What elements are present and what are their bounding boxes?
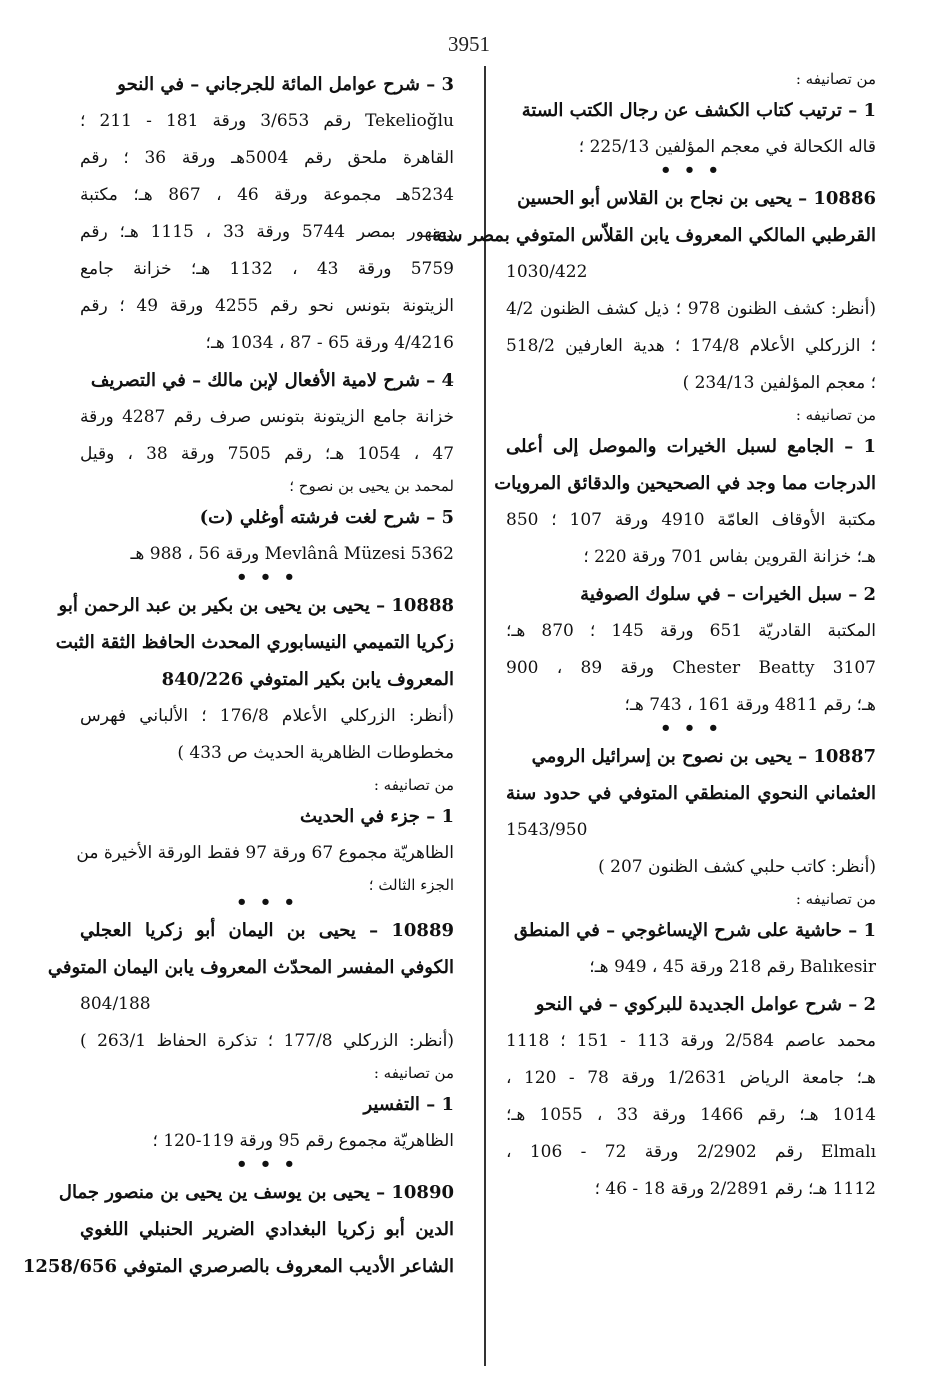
text-line: القرطبي المالكي المعروف يابن القلاّس المتوفي بمصر سنة bbox=[432, 225, 876, 246]
text-line: 5362 Mevlânâ Müzesi ورقة 56 ، 988 هـ bbox=[130, 544, 454, 564]
text-line: 1 – حاشية على شرح الإيساغوجي – في المنطق bbox=[513, 920, 876, 941]
text-line: 3 – شرح عوامل المائة للجرجاني – في النحو bbox=[117, 74, 454, 95]
text-line: من تصانيفه : bbox=[373, 776, 454, 794]
text-line: هـ؛ رقم 4811 ورقة 161 ، 743 هـ؛ bbox=[624, 695, 876, 715]
text-line: 5 – شرح لغت فرشته أوغلي (ت) bbox=[199, 507, 454, 528]
text-line: من تصانيفه : bbox=[373, 1064, 454, 1082]
text-line: 4/4216 ورقة 65 - 87 ، 1034 هـ؛ bbox=[205, 333, 454, 353]
text-line: الظاهريّة مجموع رقم 95 ورقة 119-120 ؛ bbox=[152, 1131, 454, 1151]
text-line: 1030/422 bbox=[506, 262, 588, 282]
text-line: 1 – التفسير bbox=[363, 1094, 454, 1115]
column-divider bbox=[484, 66, 486, 1366]
text-line: 5759 ورقة 43 ، 1132 هـ؛ خزانة جامع bbox=[80, 259, 454, 279]
text-line: الظاهريّة مجموع 67 ورقة 97 فقط الورقة الأخيرة من bbox=[76, 843, 454, 863]
text-line: 1 – ترتيب كتاب الكشف عن رجال الكتب الستة bbox=[521, 100, 876, 121]
text-line: (أنظر: كاتب حلبي كشف الظنون 207 ) bbox=[598, 857, 876, 877]
text-line: زكريا التميمي النيسابوري المحدث الحافظ الثقة الثبت bbox=[55, 632, 454, 653]
text-line: هـ؛ جامعة الرياض 1/2631 ورقة 78 - 120 ، bbox=[506, 1068, 876, 1088]
text-line: 1 – الجامع لسبل الخيرات والموصل إلى أعلى bbox=[506, 436, 876, 457]
text-line: 2 – سبل الخيرات – في سلوك الصوفية bbox=[580, 584, 876, 605]
text-line: 10889 – يحيى بن اليمان أبو زكريا العجلي bbox=[80, 920, 454, 941]
text-line: محمد عاصم 2/584 ورقة 113 - 151 ؛ 1118 bbox=[506, 1031, 877, 1051]
text-line: الدرجات مما وجد في الصحيحين والدقائق المرويات bbox=[494, 473, 876, 494]
text-line: المعروف يابن بكير المتوفي 840/226 bbox=[161, 669, 454, 690]
text-line: من تصانيفه : bbox=[795, 406, 876, 424]
text-line: 47 ، 1054 هـ؛ رقم 7505 ورقة 38 ، وقيل bbox=[80, 444, 455, 464]
text-line: Elmalı رقم 2/2902 ورقة 72 - 106 ، bbox=[506, 1142, 877, 1162]
text-line: خزانة جامع الزيتونة بتونس صرف رقم 4287 ورقة bbox=[80, 407, 454, 427]
text-line: المكتبة القادريّة 651 ورقة 145 ؛ 870 هـ؛ bbox=[506, 621, 877, 641]
text-line: لمحمد بن يحيى بن نصوح ؛ bbox=[289, 477, 454, 495]
text-line: Tekelioğlu رقم 3/653 ورقة 181 - 211 ؛ bbox=[80, 111, 454, 131]
text-line: من تصانيفه : bbox=[795, 70, 876, 88]
separator-dots: • • • bbox=[235, 892, 299, 913]
text-line: (أنظر: كشف الظنون 978 ؛ ذيل كشف الظنون 4/2 bbox=[506, 299, 877, 319]
text-line: ؛ معجم المؤلفين 234/13 ) bbox=[682, 373, 876, 393]
text-line: الدين أبو زكريا البغدادي الضرير الحنبلي اللغوي bbox=[80, 1219, 454, 1240]
text-line: (أنظر: الزركلي 177/8 ؛ تذكرة الحفاظ 263/1 ) bbox=[80, 1031, 454, 1051]
text-line: العثماني النحوي المنطقي المتوفي في حدود سنة bbox=[506, 783, 876, 804]
text-line: 10886 – يحيى بن نجاح بن القلاس أبو الحسين bbox=[517, 188, 876, 209]
text-line: هـ؛ خزانة القروين بفاس 701 ورقة 220 ؛ bbox=[583, 547, 876, 567]
text-line: الشاعر الأديب المعروف بالصرصري المتوفي 1258/656 bbox=[22, 1256, 454, 1277]
text-line: 10888 – يحيى بن يحيى بن بكير بن عبد الرحمن أبو bbox=[58, 595, 454, 616]
text-line: 1112 هـ؛ رقم 2/2891 ورقة 18 - 46 ؛ bbox=[594, 1179, 876, 1199]
text-line: الزيتونة بتونس نحو رقم 4255 ورقة 49 ؛ رقم bbox=[80, 296, 454, 316]
text-line: 804/188 bbox=[80, 994, 151, 1014]
separator-dots: • • • bbox=[659, 160, 723, 181]
text-line: قاله الكحالة في معجم المؤلفين 225/13 ؛ bbox=[578, 137, 876, 157]
text-line: الكوفي المفسر المحدّث المعروف يابن اليمان المتوفي bbox=[47, 957, 454, 978]
right-column bbox=[432, 66, 877, 1208]
text-line: (أنظر: الزركلي الأعلام 176/8 ؛ الألباني فهرس bbox=[80, 706, 454, 726]
text-line: دمنهور بمصر 5744 ورقة 33 ، 1115 هـ؛ رقم bbox=[80, 222, 454, 242]
text-line: 1014 هـ؛ رقم 1466 ورقة 33 ، 1055 هـ؛ bbox=[506, 1105, 876, 1125]
left-column bbox=[22, 66, 455, 1285]
text-line: 10890 – يحيى بن يوسف ين يحيى بن منصور جمال bbox=[58, 1182, 454, 1203]
text-line: من تصانيفه : bbox=[795, 890, 876, 908]
text-line: 2 – شرح عوامل الجديدة للبركوي – في النحو bbox=[535, 994, 876, 1015]
text-line: 4 – شرح لامية الأفعال لإبن مالك – في التصريف bbox=[90, 370, 454, 391]
text-line: مخطوطات الظاهرية الحديث ص 433 ) bbox=[177, 743, 454, 763]
text-line: ؛ الزركلي الأعلام 174/8 ؛ هدية العارفين 518/2 bbox=[506, 336, 876, 356]
page-number: 3951 bbox=[448, 32, 490, 56]
text-line: 1543/950 bbox=[506, 820, 588, 840]
separator-dots: • • • bbox=[235, 1154, 299, 1175]
text-line: 5234هـ مجموعة ورقة 46 ، 867 هـ؛ مكتبة bbox=[80, 185, 454, 205]
separator-dots: • • • bbox=[235, 567, 299, 588]
text-line: Balıkesir رقم 218 ورقة 45 ، 949 هـ؛ bbox=[589, 957, 876, 977]
text-line: القاهرة ملحق رقم 5004هـ ورقة 36 ؛ رقم bbox=[80, 148, 454, 168]
text-line: 3107 Chester Beatty ورقة 89 ، 900 bbox=[506, 658, 876, 678]
text-line: الجزء الثالث ؛ bbox=[368, 876, 454, 894]
text-line: 1 – جزء في الحديث bbox=[300, 806, 454, 827]
text-line: 10887 – يحيى بن نصوح بن إسرائيل الرومي bbox=[531, 746, 876, 767]
text-line: مكتبة الأوقاف العامّة 4910 ورقة 107 ؛ 850 bbox=[506, 510, 877, 530]
separator-dots: • • • bbox=[659, 718, 723, 739]
